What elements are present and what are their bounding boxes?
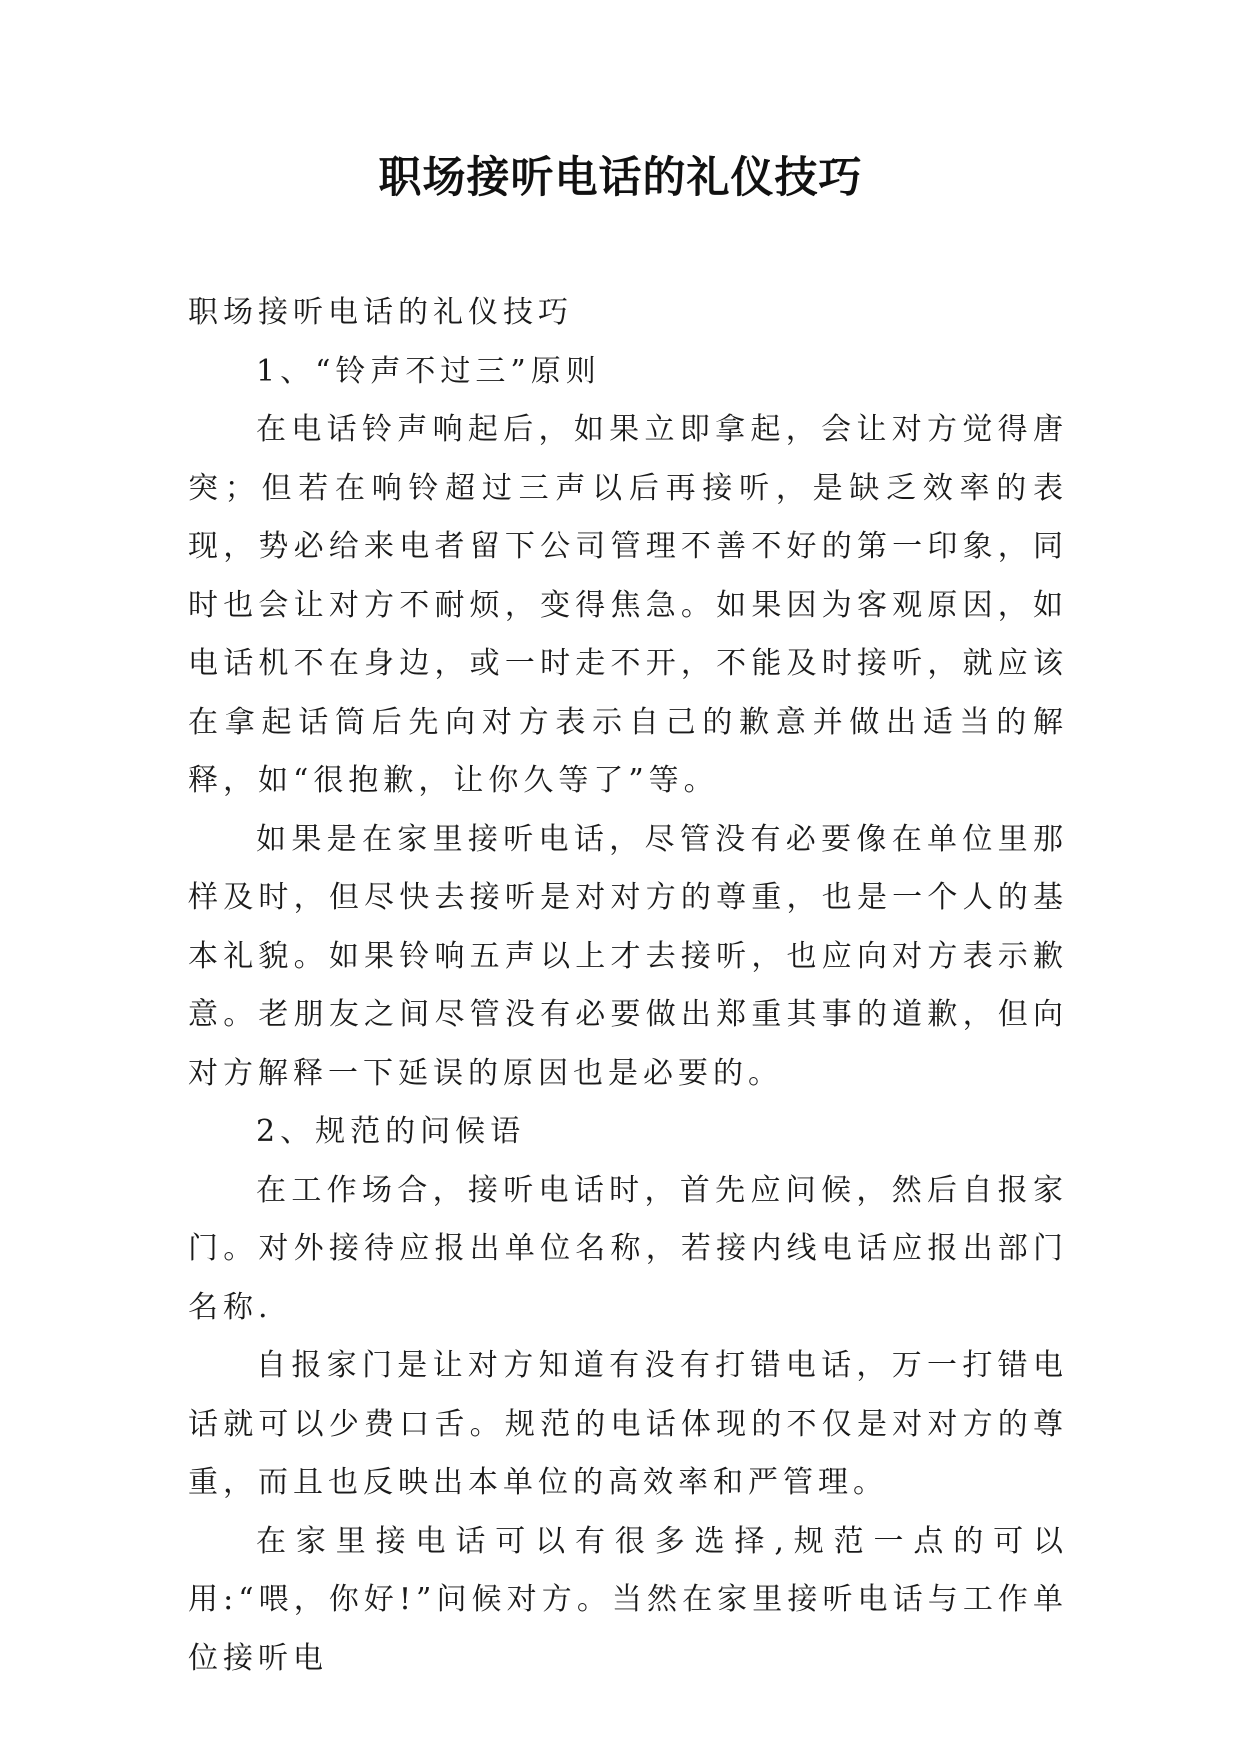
- section-heading: 1、“铃声不过三”原则: [256, 353, 601, 389]
- paragraph: 在家里接电话可以有很多选择,规范一点的可以用:“喂，你好!”问候对方。当然在家里接听电话与工作单位接听电: [188, 1523, 1068, 1676]
- paragraph: 在工作场合，接听电话时，首先应问候，然后自报家门。对外接待应报出单位名称，若接内线电话应报出部门名称.: [188, 1172, 1068, 1325]
- paragraph: 在电话铃声响起后，如果立即拿起，会让对方觉得唐突；但若在响铃超过三声以后再接听，是缺乏效率的表现，势必给来电者留下公司管理不善不好的第一印象，同时也会让对方不耐烦，变得焦急。如果因为客观原因，如电话机不在身边，或一时走不开，不能及时接听，就应该在拿起话筒后先向对方表示自己的歉意并做出适当的解释，如“很抱歉，让你久等了”等。: [188, 412, 1068, 798]
- paragraph: 如果是在家里接听电话，尽管没有必要像在单位里那样及时，但尽快去接听是对对方的尊重，也是一个人的基本礼貌。如果铃响五声以上才去接听，也应向对方表示歉意。老朋友之间尽管没有必要做出郑重其事的道歉，但向对方解释一下延误的原因也是必要的。: [188, 821, 1068, 1091]
- document-body: [188, 284, 1068, 1688]
- paragraph: 自报家门是让对方知道有没有打错电话，万一打错电话就可以少费口舌。规范的电话体现的不仅是对对方的尊重，而且也反映出本单位的高效率和严管理。: [188, 1348, 1068, 1500]
- section-heading: 2、规范的问候语: [256, 1114, 526, 1149]
- document-title: 职场接听电话的礼仪技巧: [378, 153, 863, 203]
- paragraph: 职场接听电话的礼仪技巧: [188, 295, 573, 330]
